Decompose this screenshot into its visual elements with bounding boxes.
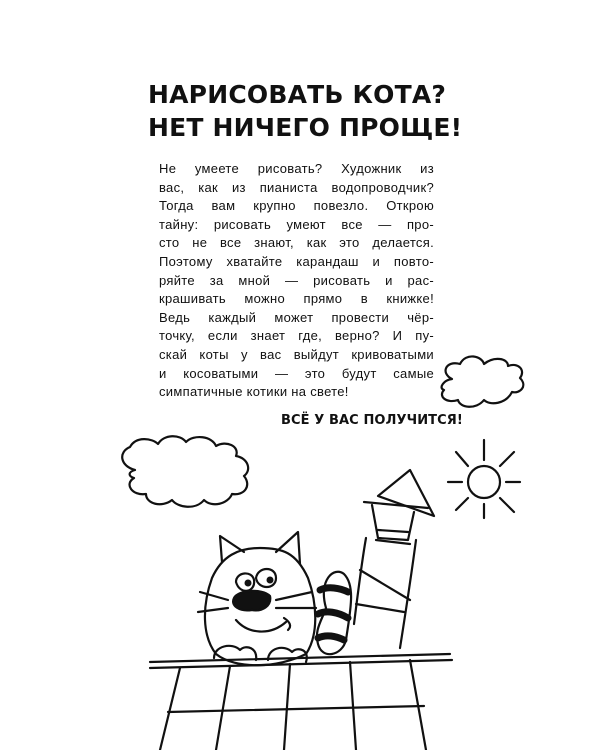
cloud-left-icon [122, 436, 248, 507]
tagline: ВСЁ У ВАС ПОЛУЧИТСЯ! [281, 413, 463, 428]
paragraph-line: Не умеете рисовать? Художник из [159, 161, 434, 176]
paragraph-line: Ведь каждый может провести чёр- [159, 309, 434, 325]
paragraph-line: Поэтому хватайте карандаш и повто- [159, 253, 434, 269]
paragraph-line: крашивать можно прямо в книжке! [159, 291, 434, 307]
paragraph-line: и косоватыми — это будут самые [159, 365, 434, 381]
paragraph-line: Тогда вам крупно повезло. Открою [159, 198, 434, 214]
paragraph-line: тайну: рисовать умеют все — про- [159, 216, 434, 232]
paragraph-line: скай коты у вас выйдут кривоватыми [159, 346, 434, 362]
paragraph-line: ряйте за мной — рисовать и рас- [159, 272, 434, 288]
sun-icon [448, 440, 520, 518]
paragraph-line: сто не все знают, как это делается. [159, 235, 434, 251]
paragraph-line: точку, если знает где, верно? И пу- [159, 328, 434, 344]
roof-icon [150, 654, 452, 750]
title-line-1: НАРИСОВАТЬ КОТА? [148, 80, 447, 109]
cat-icon [198, 532, 351, 665]
title-line-2: НЕТ НИЧЕГО ПРОЩЕ! [148, 113, 463, 142]
cloud-right-icon [442, 356, 524, 406]
paragraph-line: вас, как из пианиста водопроводчик? [159, 179, 434, 195]
paragraph-line: симпатичные котики на свете! [159, 384, 349, 400]
chimney-icon [354, 470, 434, 648]
